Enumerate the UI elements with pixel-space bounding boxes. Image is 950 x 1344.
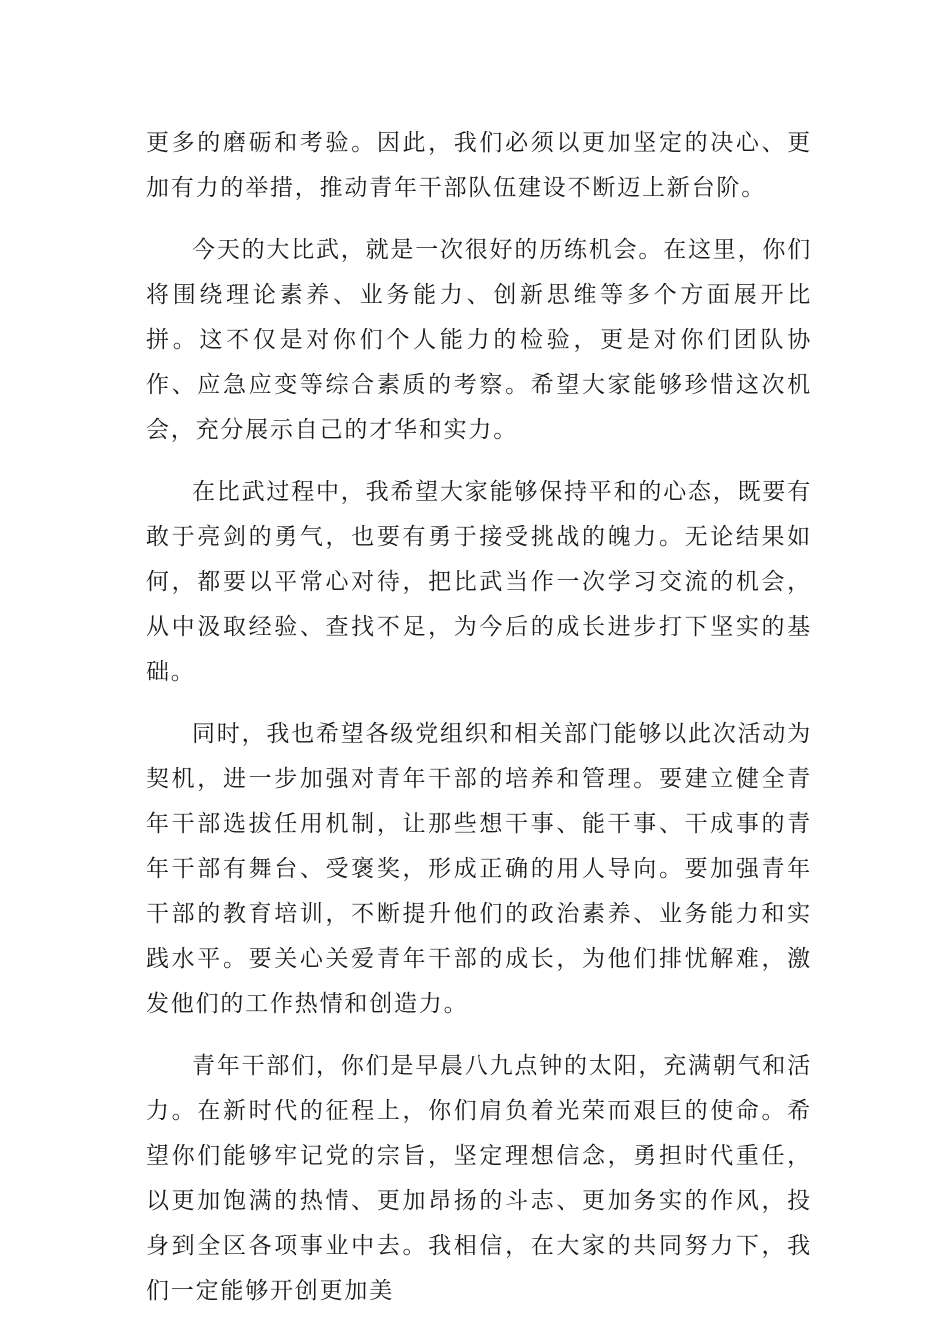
paragraph-3: 在比武过程中，我希望大家能够保持平和的心态，既要有敢于亮剑的勇气，也要有勇于接受挑战的魄力。无论结果如何，都要以平常心对待，把比武当作一次学习交流的机会，从中汲取经验、查找不足，为今后的成长进步打下坚实的基础。 [146,479,812,685]
paragraph-5: 青年干部们，你们是早晨八九点钟的太阳，充满朝气和活力。在新时代的征程上，你们肩负着光荣而艰巨的使命。希望你们能够牢记党的宗旨，坚定理想信念，勇担时代重任，以更加饱满的热情、更加昂扬的斗志、更加务实的作风，投身到全区各项事业中去。我相信，在大家的共同努力下，我们一定能够开创更加美 [146,1053,812,1304]
paragraph-1: 更多的磨砺和考验。因此，我们必须以更加坚定的决心、更加有力的举措，推动青年干部队伍建设不断迈上新台阶。 [146,130,812,201]
body-text [146,121,812,1331]
paragraph-2: 今天的大比武，就是一次很好的历练机会。在这里，你们将围绕理论素养、业务能力、创新思维等多个方面展开比拼。这不仅是对你们个人能力的检验，更是对你们团队协作、应急应变等综合素质的考察。希望大家能够珍惜这次机会，充分展示自己的才华和实力。 [146,237,812,443]
paragraph-4: 同时，我也希望各级党组织和相关部门能够以此次活动为契机，进一步加强对青年干部的培养和管理。要建立健全青年干部选拔任用机制，让那些想干事、能干事、干成事的青年干部有舞台、受褒奖，形成正确的用人导向。要加强青年干部的教育培训，不断提升他们的政治素养、业务能力和实践水平。要关心关爱青年干部的成长，为他们排忧解难，激发他们的工作热情和创造力。 [146,721,812,1017]
